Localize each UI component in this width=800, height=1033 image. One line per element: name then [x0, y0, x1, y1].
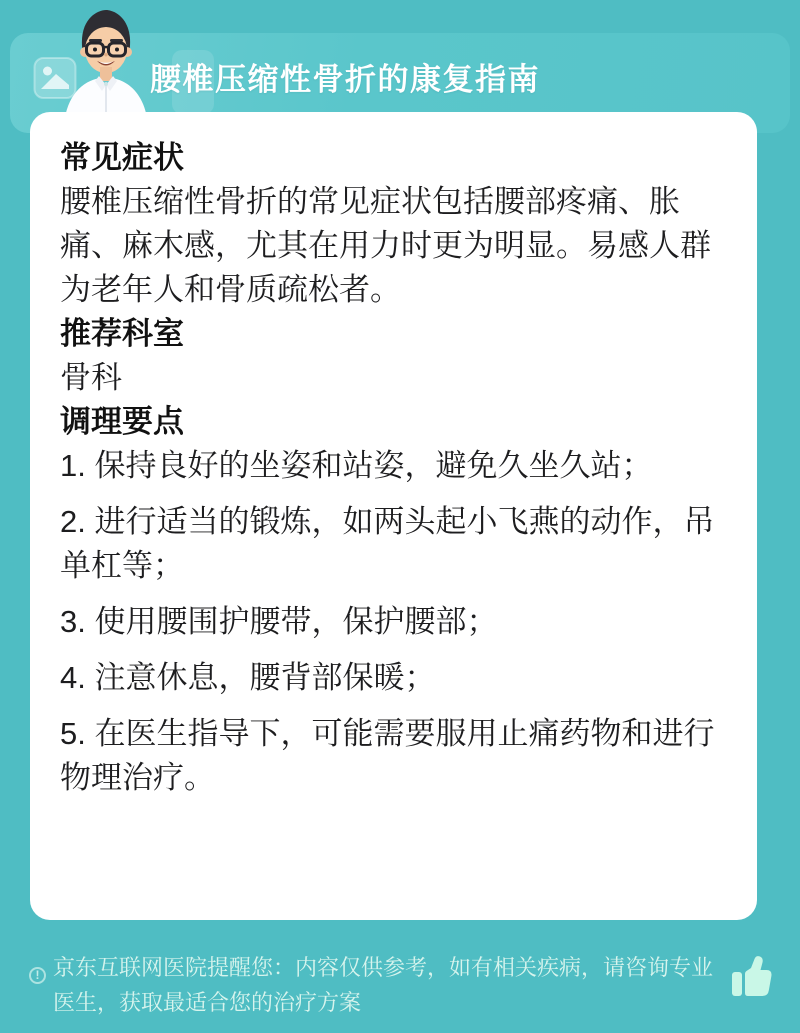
- symptoms-heading: 常见症状: [60, 140, 184, 175]
- thumbs-up-icon[interactable]: [727, 952, 773, 1005]
- department-heading: 推荐科室: [60, 316, 184, 351]
- list-item: 2. 进行适当的锻炼，如两头起小飞燕的动作，吊单杠等；: [60, 504, 715, 583]
- list-item: 1. 保持良好的坐姿和站姿，避免久坐久站；: [60, 448, 653, 483]
- list-item: 4. 注意休息，腰背部保暖；: [60, 660, 436, 695]
- care-points-list: [60, 444, 727, 800]
- list-item: 3. 使用腰围护腰带，保护腰部；: [60, 604, 498, 639]
- department-value: 骨科: [60, 360, 122, 395]
- doctor-avatar: [58, 6, 154, 129]
- care-heading: 调理要点: [60, 404, 184, 439]
- content-card: [30, 112, 757, 920]
- symptoms-body: 腰椎压缩性骨折的常见症状包括腰部疼痛、胀痛、麻木感，尤其在用力时更为明显。易感人群为老年人和骨质疏松者。: [60, 184, 711, 307]
- disclaimer-text: 京东互联网医院提醒您：内容仅供参考，如有相关疾病，请咨询专业医生，获取最适合您的治疗方案: [53, 955, 714, 1015]
- page-title: 腰椎压缩性骨折的康复指南: [150, 62, 540, 97]
- list-item: 5. 在医生指导下，可能需要服用止痛药物和进行物理治疗。: [60, 716, 715, 795]
- info-exclamation-icon: !: [29, 967, 46, 984]
